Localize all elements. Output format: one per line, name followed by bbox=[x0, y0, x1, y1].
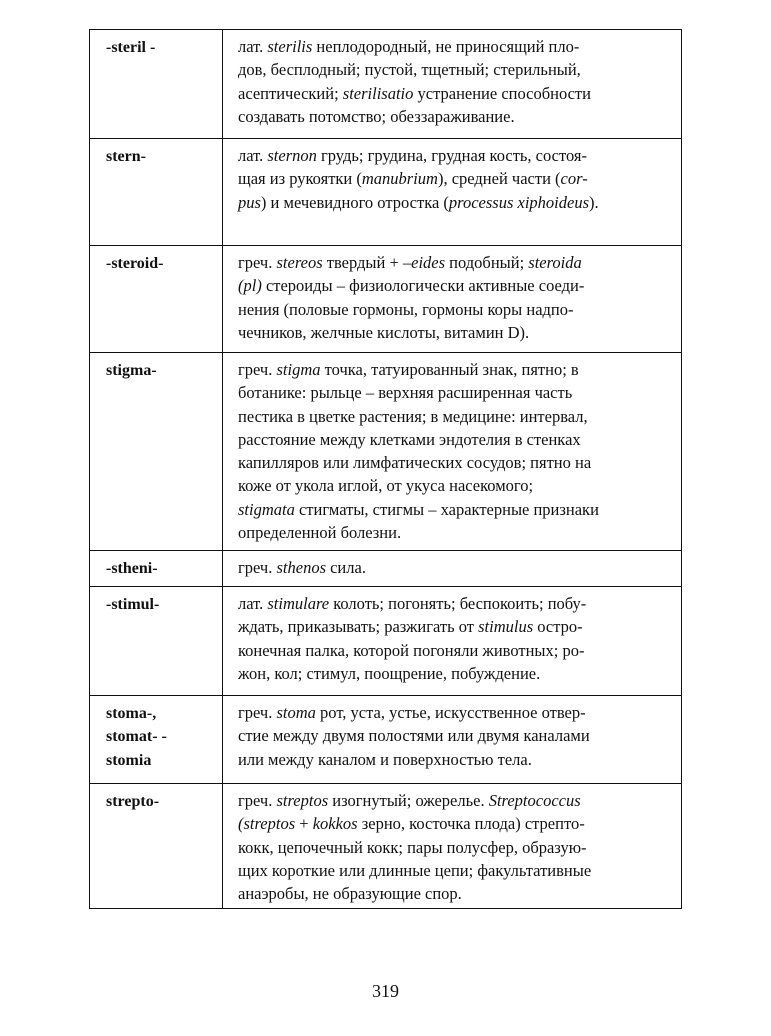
definition-line bbox=[238, 836, 673, 859]
term-line: stomat- - bbox=[106, 728, 167, 746]
definition-text: ), средней части ( bbox=[437, 169, 561, 189]
definition-text: колоть; погонять; беспокоить; побу- bbox=[329, 594, 587, 613]
definition-text: греч. bbox=[238, 791, 277, 810]
definition-line bbox=[238, 381, 673, 404]
entry-row bbox=[90, 551, 682, 587]
definition-text: греч. bbox=[238, 253, 277, 272]
definition-line bbox=[238, 167, 673, 190]
latin-term: stereos bbox=[276, 253, 323, 272]
definition-text: коже от укола иглой, от укуса насекомого; bbox=[238, 476, 534, 496]
definition-text: расстояние между клетками эндотелия в стенках bbox=[238, 429, 581, 449]
entry-row bbox=[90, 139, 682, 246]
entry-row bbox=[90, 696, 682, 784]
entry-term bbox=[90, 30, 223, 139]
entry-term bbox=[90, 139, 223, 246]
definition-text: стигматы, стигмы – характерные признаки bbox=[294, 499, 599, 519]
entry-term bbox=[90, 551, 223, 587]
term-line: strepto- bbox=[106, 793, 160, 810]
latin-term: steroida bbox=[528, 253, 582, 272]
definition-text: ). bbox=[589, 192, 599, 212]
definition-line bbox=[238, 191, 673, 214]
latin-term: sterilis bbox=[267, 37, 313, 56]
entry-definition bbox=[223, 551, 682, 587]
definition-text: щих короткие или длинные цепи; факультативные bbox=[238, 860, 592, 880]
definition-text: грудь; грудина, грудная кость, состоя- bbox=[316, 146, 588, 165]
definition-text: нения (половые гормоны, гормоны коры надпо- bbox=[238, 299, 574, 319]
term-line: stoma-, bbox=[106, 705, 157, 722]
latin-term: stoma bbox=[276, 703, 316, 722]
definition-line bbox=[238, 498, 673, 521]
definition-text: ждать, приказывать; разжигать от bbox=[238, 617, 479, 637]
term-line: -steril - bbox=[106, 39, 156, 56]
latin-term: stimulus bbox=[478, 617, 534, 637]
definition-text: лат. bbox=[238, 594, 268, 613]
definition-text: ботанике: рыльце – верхняя расширенная часть bbox=[238, 383, 573, 403]
definition-line bbox=[238, 274, 673, 297]
entry-definition bbox=[223, 587, 682, 696]
definition-line bbox=[238, 428, 673, 451]
definition-line bbox=[238, 35, 673, 58]
definition-line bbox=[238, 105, 673, 128]
latin-term: Streptococcus bbox=[488, 791, 581, 810]
term-line: stern- bbox=[106, 148, 146, 165]
definition-text: греч. bbox=[238, 360, 277, 379]
definition-text: анаэробы, не образующие спор. bbox=[238, 884, 462, 904]
term-line: -stimul- bbox=[106, 596, 160, 613]
definition-text: греч. bbox=[238, 558, 277, 577]
definition-text: капилляров или лимфатических сосудов; пятно на bbox=[238, 453, 592, 473]
definition-line bbox=[238, 82, 673, 105]
definition-line bbox=[238, 298, 673, 321]
definition-text: жон, кол; стимул, поощрение, побуждение. bbox=[238, 663, 541, 683]
latin-term: stigmata bbox=[238, 499, 295, 519]
definition-text: чечников, желчные кислоты, витамин D). bbox=[238, 322, 530, 342]
latin-term: kokkos bbox=[312, 814, 358, 834]
definition-text: зерно, косточка плода) стрепто- bbox=[357, 814, 585, 834]
entry-row bbox=[90, 587, 682, 696]
latin-term: (pl) bbox=[238, 276, 262, 296]
definition-text: дов, бесплодный; пустой, тщетный; стерильный, bbox=[238, 60, 581, 80]
definition-text: или между каналом и поверхностью тела. bbox=[238, 749, 532, 769]
entry-row bbox=[90, 30, 682, 139]
definition-text: создавать потомство; обеззараживание. bbox=[238, 106, 515, 126]
definition-line bbox=[238, 451, 673, 474]
definition-line bbox=[238, 556, 673, 579]
definition-line bbox=[238, 592, 673, 615]
entry-definition bbox=[223, 784, 682, 909]
definition-line bbox=[238, 251, 673, 274]
definition-text: кокк, цепочечный кокк; пары полусфер, образую- bbox=[238, 837, 587, 857]
term-line: -stheni- bbox=[106, 560, 158, 577]
entry-definition bbox=[223, 139, 682, 246]
definition-line bbox=[238, 701, 673, 724]
definition-line bbox=[238, 724, 673, 747]
entry-term bbox=[90, 587, 223, 696]
definition-text: конечная палка, которой погоняли животных; ро- bbox=[238, 640, 585, 660]
term-line: stigma- bbox=[106, 362, 157, 379]
entry-row bbox=[90, 246, 682, 353]
latin-term: sternon bbox=[267, 146, 317, 165]
definition-text: твердый + – bbox=[322, 253, 412, 272]
entry-term bbox=[90, 246, 223, 353]
definition-text: стие между двумя полостями или двумя каналами bbox=[238, 726, 590, 746]
definition-text: рот, уста, устье, искусственное отвер- bbox=[315, 703, 586, 722]
definition-line bbox=[238, 521, 673, 544]
term-line: -steroid- bbox=[106, 255, 164, 272]
entry-row bbox=[90, 353, 682, 551]
definition-line bbox=[238, 639, 673, 662]
latin-term: stimulare bbox=[267, 594, 330, 613]
entry-definition bbox=[223, 353, 682, 551]
definition-text: точка, татуированный знак, пятно; в bbox=[320, 360, 579, 379]
latin-term: pus bbox=[238, 192, 261, 212]
definition-line bbox=[238, 615, 673, 638]
definition-text: ) и мечевидного отростка ( bbox=[260, 192, 449, 212]
dictionary-table-body bbox=[90, 30, 682, 909]
definition-line bbox=[238, 144, 673, 167]
definition-line bbox=[238, 748, 673, 771]
dictionary-table bbox=[89, 29, 682, 909]
latin-term: manubrium bbox=[361, 169, 438, 189]
definition-line bbox=[238, 358, 673, 381]
definition-text: асептический; bbox=[238, 83, 343, 103]
latin-term: sthenos bbox=[276, 558, 326, 577]
definition-line bbox=[238, 882, 673, 905]
entry-definition bbox=[223, 696, 682, 784]
definition-line bbox=[238, 58, 673, 81]
definition-line bbox=[238, 789, 673, 812]
definition-text: + bbox=[295, 814, 313, 834]
definition-text: греч. bbox=[238, 703, 277, 722]
definition-text: лат. bbox=[238, 37, 268, 56]
entry-definition bbox=[223, 246, 682, 353]
definition-text: изогнутый; ожерелье. bbox=[328, 791, 489, 810]
latin-term: processus xiphoideus bbox=[448, 192, 589, 212]
definition-line bbox=[238, 662, 673, 685]
definition-line bbox=[238, 405, 673, 428]
definition-line bbox=[238, 859, 673, 882]
entry-definition bbox=[223, 30, 682, 139]
definition-text: остро- bbox=[533, 617, 583, 637]
definition-text: стероиды – физиологически активные соеди- bbox=[261, 276, 585, 296]
entry-term bbox=[90, 696, 223, 784]
definition-text: неплодородный, не приносящий пло- bbox=[312, 37, 580, 56]
latin-term: stigma bbox=[276, 360, 321, 379]
definition-text: лат. bbox=[238, 146, 268, 165]
latin-term: eides bbox=[411, 253, 446, 272]
definition-text: сила. bbox=[325, 558, 366, 577]
definition-text: пестика в цветке растения; в медицине: интервал, bbox=[238, 406, 588, 426]
definition-text: устранение способности bbox=[413, 83, 591, 103]
definition-line bbox=[238, 474, 673, 497]
entry-term bbox=[90, 784, 223, 909]
term-line: stomia bbox=[106, 751, 152, 769]
page-number: 319 bbox=[372, 981, 399, 1001]
definition-line bbox=[238, 321, 673, 344]
latin-term: streptos bbox=[276, 791, 329, 810]
entry-term bbox=[90, 353, 223, 551]
definition-line bbox=[238, 812, 673, 835]
latin-term: (streptos bbox=[238, 814, 296, 834]
entry-row bbox=[90, 784, 682, 909]
definition-text: подобный; bbox=[445, 253, 529, 272]
definition-text: щая из рукоятки ( bbox=[238, 169, 362, 189]
latin-term: sterilisatio bbox=[342, 83, 414, 103]
definition-text: определенной болезни. bbox=[238, 523, 402, 543]
latin-term: cor- bbox=[560, 169, 588, 189]
